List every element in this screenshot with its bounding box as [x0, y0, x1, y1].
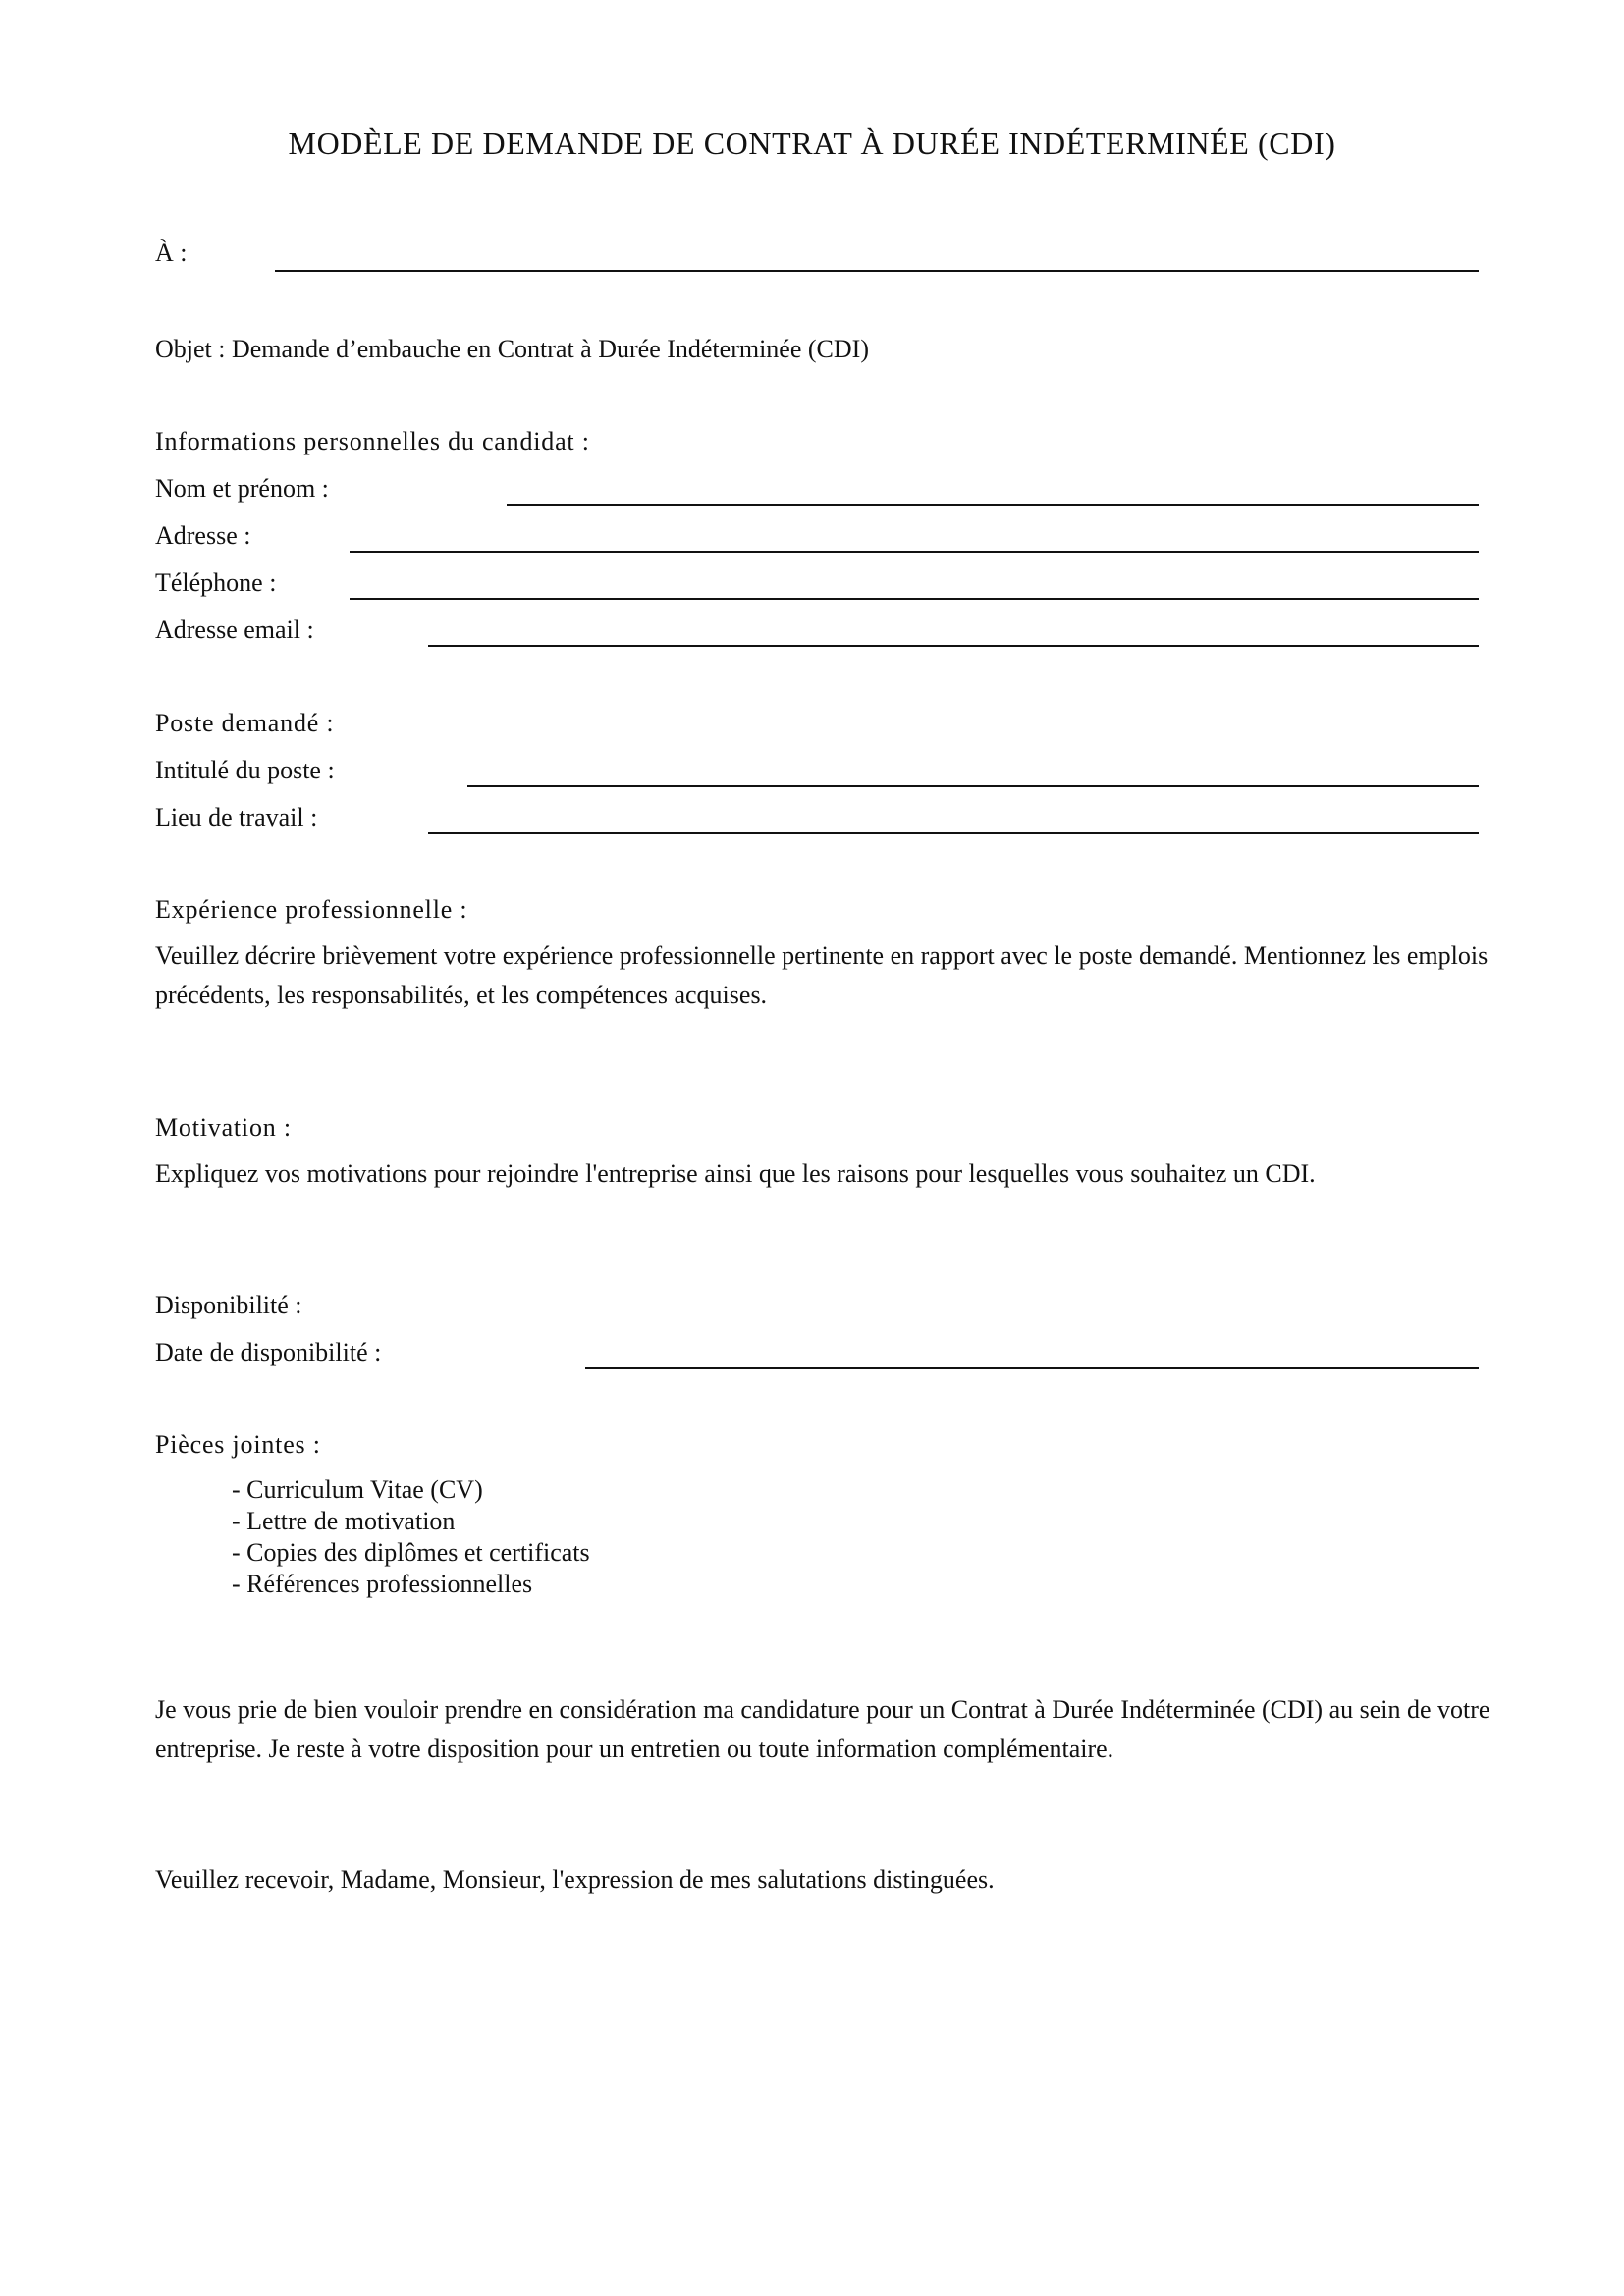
availability-date-label: Date de disponibilité :	[155, 1338, 382, 1366]
address-label: Adresse :	[155, 521, 251, 550]
attachment-item: - Références professionnelles	[232, 1570, 533, 1598]
availability-heading: Disponibilité :	[155, 1291, 302, 1319]
email-label: Adresse email :	[155, 615, 314, 644]
page-title: MODÈLE DE DEMANDE DE CONTRAT À DURÉE INDÉTERMINÉE (CDI)	[288, 126, 1336, 161]
attachment-item: - Curriculum Vitae (CV)	[232, 1475, 483, 1504]
name-field[interactable]	[507, 504, 1479, 506]
email-field[interactable]	[428, 645, 1479, 647]
subject-line: Objet : Demande d’embauche en Contrat à Durée Indéterminée (CDI)	[155, 335, 869, 363]
recipient-label: À :	[155, 239, 188, 267]
position-heading: Poste demandé :	[155, 709, 335, 737]
experience-heading: Expérience professionnelle :	[155, 895, 468, 924]
name-label: Nom et prénom :	[155, 474, 329, 503]
phone-field[interactable]	[350, 598, 1479, 600]
personal-info-heading: Informations personnelles du candidat :	[155, 427, 590, 455]
motivation-heading: Motivation :	[155, 1113, 292, 1142]
attachments-heading: Pièces jointes :	[155, 1430, 321, 1459]
job-title-label: Intitulé du poste :	[155, 756, 335, 784]
address-field[interactable]	[350, 551, 1479, 553]
recipient-field[interactable]	[275, 270, 1479, 272]
closing-salutation: Veuillez recevoir, Madame, Monsieur, l'expression de mes salutations distinguées.	[155, 1865, 995, 1894]
attachment-item: - Lettre de motivation	[232, 1507, 456, 1535]
availability-date-field[interactable]	[585, 1367, 1479, 1369]
motivation-instructions: Expliquez vos motivations pour rejoindre l'entreprise ainsi que les raisons pour lesquelles vous souhaitez un CDI.	[155, 1159, 1316, 1188]
attachment-item: - Copies des diplômes et certificats	[232, 1538, 590, 1567]
work-location-field[interactable]	[428, 832, 1479, 834]
job-title-field[interactable]	[467, 785, 1479, 787]
attachments-list	[232, 1474, 590, 1600]
phone-label: Téléphone :	[155, 568, 277, 597]
experience-instructions: Veuillez décrire brièvement votre expérience professionnelle pertinente en rapport avec le poste demandé. Mentionnez les emplois précédents, les responsabilités, et les compétences acquises.	[155, 941, 1489, 1009]
work-location-label: Lieu de travail :	[155, 803, 318, 831]
closing-request: Je vous prie de bien vouloir prendre en considération ma candidature pour un Contrat à Durée Indéterminée (CDI) au sein de votre entreprise. Je reste à votre disposition pour un entretien ou toute information complémentaire.	[155, 1695, 1490, 1763]
